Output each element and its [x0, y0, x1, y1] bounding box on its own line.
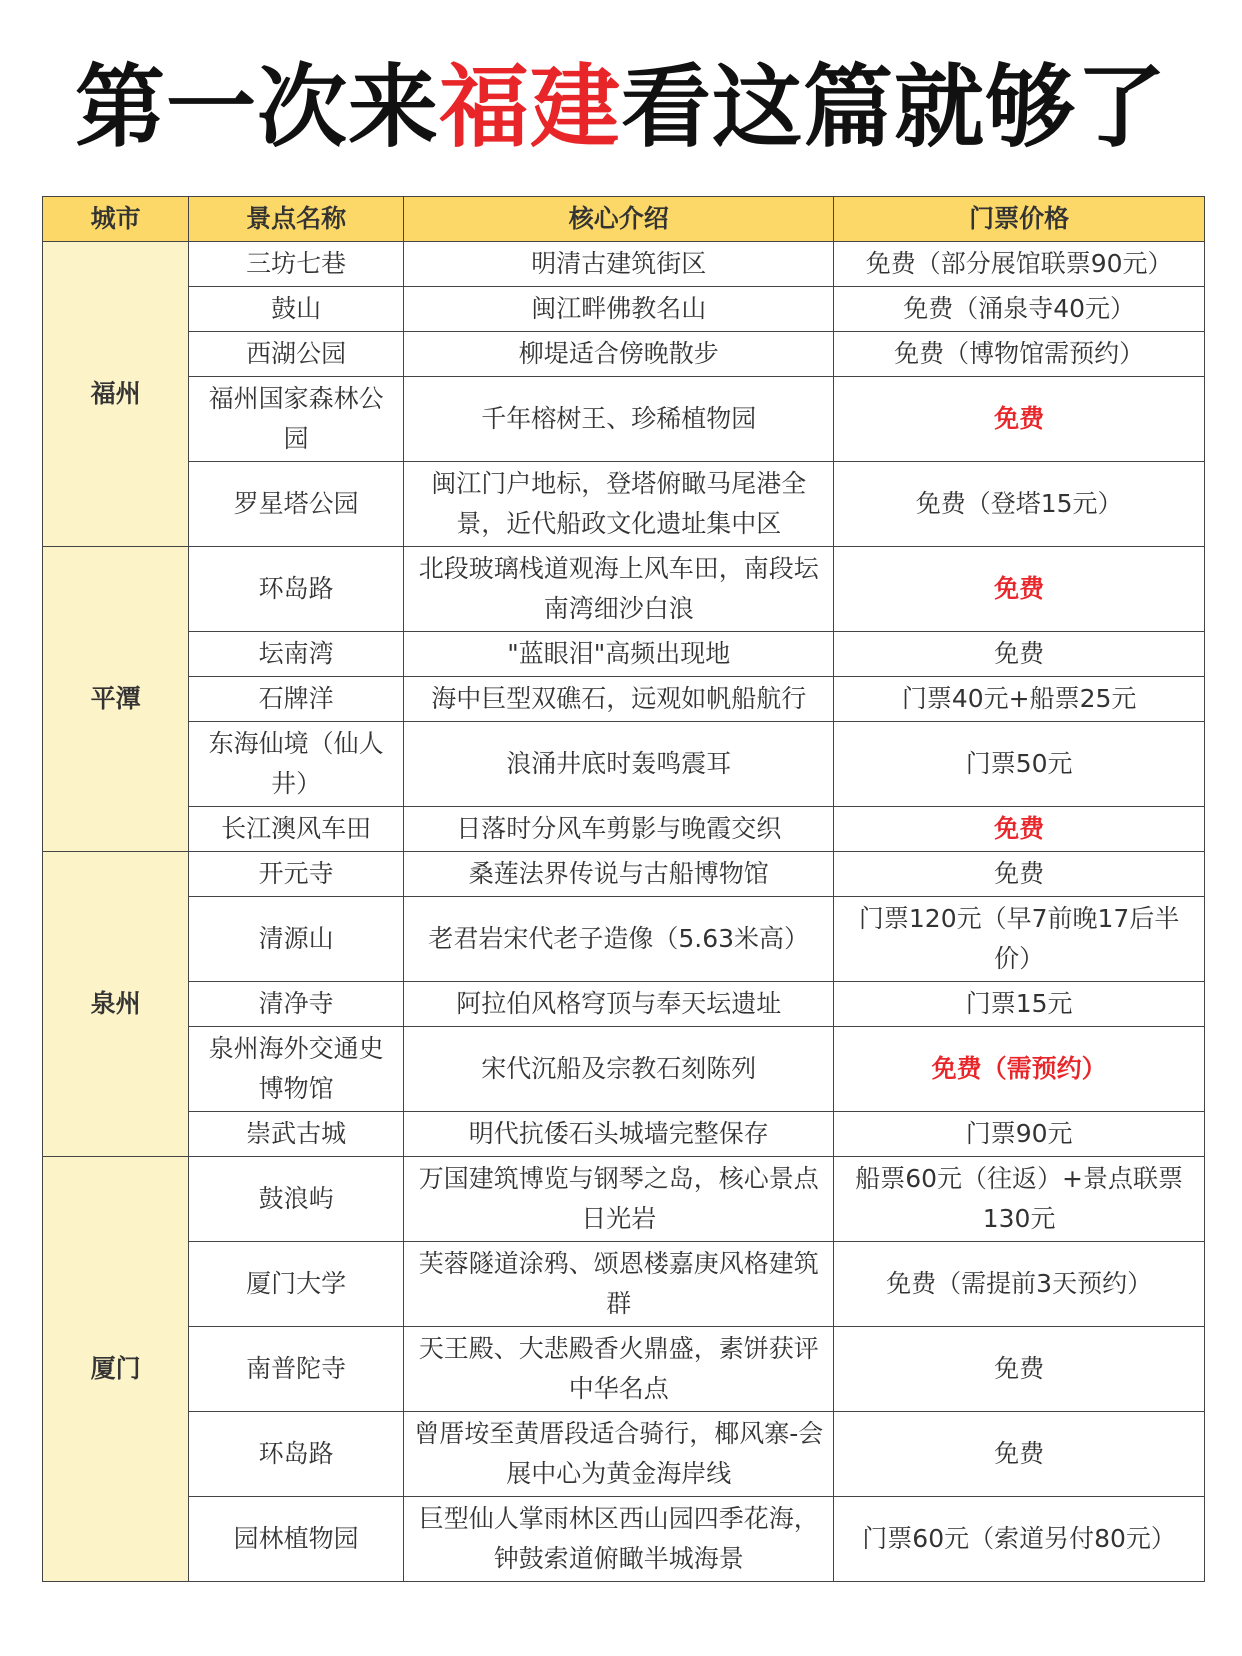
- title-highlight: 福建: [439, 54, 621, 160]
- header-ticket-price: 门票价格: [834, 197, 1205, 242]
- attraction-intro: 桑莲法界传说与古船博物馆: [404, 852, 834, 897]
- attraction-name: 西湖公园: [189, 332, 404, 377]
- title-part2: 看这篇就够了: [621, 54, 1167, 160]
- table-row: [43, 897, 1205, 982]
- table-row: [43, 547, 1205, 632]
- table-row: [43, 807, 1205, 852]
- city-cell-quanzhou: 泉州: [43, 852, 189, 1157]
- attractions-table: [42, 196, 1205, 1582]
- table-header-row: [43, 197, 1205, 242]
- ticket-price: 免费: [834, 632, 1205, 677]
- attraction-intro: "蓝眼泪"高频出现地: [404, 632, 834, 677]
- title-part1: 第一次来: [75, 54, 439, 160]
- ticket-price: 免费（需提前3天预约）: [834, 1242, 1205, 1327]
- table-row: [43, 677, 1205, 722]
- table-row: [43, 722, 1205, 807]
- page-title: [0, 52, 1242, 162]
- attraction-intro: 天王殿、大悲殿香火鼎盛，素饼获评中华名点: [404, 1327, 834, 1412]
- ticket-price: 免费: [834, 1412, 1205, 1497]
- attraction-name: 石牌洋: [189, 677, 404, 722]
- ticket-price-free-highlight: 免费: [834, 377, 1205, 462]
- table-row: [43, 1412, 1205, 1497]
- attraction-intro: 巨型仙人掌雨林区西山园四季花海，钟鼓索道俯瞰半城海景: [404, 1497, 834, 1582]
- attraction-intro: 北段玻璃栈道观海上风车田，南段坛南湾细沙白浪: [404, 547, 834, 632]
- attraction-name: 清净寺: [189, 982, 404, 1027]
- attraction-intro: 明代抗倭石头城墙完整保存: [404, 1112, 834, 1157]
- attraction-name: 泉州海外交通史博物馆: [189, 1027, 404, 1112]
- attraction-name: 环岛路: [189, 547, 404, 632]
- ticket-price: 门票40元+船票25元: [834, 677, 1205, 722]
- ticket-price: 免费（博物馆需预约）: [834, 332, 1205, 377]
- ticket-price: 免费（部分展馆联票90元）: [834, 242, 1205, 287]
- attraction-intro: 闽江门户地标，登塔俯瞰马尾港全景，近代船政文化遗址集中区: [404, 462, 834, 547]
- ticket-price: 免费: [834, 1327, 1205, 1412]
- header-city: 城市: [43, 197, 189, 242]
- attraction-name: 三坊七巷: [189, 242, 404, 287]
- attraction-name: 崇武古城: [189, 1112, 404, 1157]
- ticket-price: 免费（登塔15元）: [834, 462, 1205, 547]
- attraction-name: 长江澳风车田: [189, 807, 404, 852]
- attraction-intro: 闽江畔佛教名山: [404, 287, 834, 332]
- attraction-intro: 明清古建筑街区: [404, 242, 834, 287]
- header-core-intro: 核心介绍: [404, 197, 834, 242]
- table-row: [43, 982, 1205, 1027]
- attraction-intro: 芙蓉隧道涂鸦、颂恩楼嘉庚风格建筑群: [404, 1242, 834, 1327]
- ticket-price: 门票15元: [834, 982, 1205, 1027]
- attraction-name: 鼓浪屿: [189, 1157, 404, 1242]
- attraction-intro: 日落时分风车剪影与晚霞交织: [404, 807, 834, 852]
- city-cell-xiamen: 厦门: [43, 1157, 189, 1582]
- ticket-price-free-highlight: 免费: [834, 547, 1205, 632]
- ticket-price-free-highlight: 免费（需预约）: [834, 1027, 1205, 1112]
- ticket-price-free-highlight: 免费: [834, 807, 1205, 852]
- ticket-price: 船票60元（往返）+景点联票130元: [834, 1157, 1205, 1242]
- ticket-price: 免费（涌泉寺40元）: [834, 287, 1205, 332]
- ticket-price: 门票90元: [834, 1112, 1205, 1157]
- attraction-intro: 海中巨型双礁石，远观如帆船航行: [404, 677, 834, 722]
- attraction-intro: 千年榕树王、珍稀植物园: [404, 377, 834, 462]
- attraction-name: 鼓山: [189, 287, 404, 332]
- attraction-intro: 柳堤适合傍晚散步: [404, 332, 834, 377]
- attraction-name: 东海仙境（仙人井）: [189, 722, 404, 807]
- attraction-intro: 浪涌井底时轰鸣震耳: [404, 722, 834, 807]
- attraction-name: 开元寺: [189, 852, 404, 897]
- attraction-name: 福州国家森林公园: [189, 377, 404, 462]
- table-row: [43, 852, 1205, 897]
- table-row: [43, 287, 1205, 332]
- table-row: [43, 1242, 1205, 1327]
- attraction-intro: 老君岩宋代老子造像（5.63米高）: [404, 897, 834, 982]
- header-attraction-name: 景点名称: [189, 197, 404, 242]
- attraction-name: 罗星塔公园: [189, 462, 404, 547]
- attraction-name: 清源山: [189, 897, 404, 982]
- attraction-intro: 曾厝垵至黄厝段适合骑行，椰风寨-会展中心为黄金海岸线: [404, 1412, 834, 1497]
- attraction-name: 环岛路: [189, 1412, 404, 1497]
- attraction-name: 园林植物园: [189, 1497, 404, 1582]
- attraction-intro: 阿拉伯风格穹顶与奉天坛遗址: [404, 982, 834, 1027]
- attraction-intro: 宋代沉船及宗教石刻陈列: [404, 1027, 834, 1112]
- attraction-name: 厦门大学: [189, 1242, 404, 1327]
- ticket-price: 门票60元（索道另付80元）: [834, 1497, 1205, 1582]
- attraction-intro: 万国建筑博览与钢琴之岛，核心景点日光岩: [404, 1157, 834, 1242]
- table-row: [43, 1497, 1205, 1582]
- table-row: [43, 1112, 1205, 1157]
- table-row: [43, 1027, 1205, 1112]
- table-row: [43, 632, 1205, 677]
- ticket-price: 免费: [834, 852, 1205, 897]
- table-row: [43, 377, 1205, 462]
- ticket-price: 门票50元: [834, 722, 1205, 807]
- ticket-price: 门票120元（早7前晚17后半价）: [834, 897, 1205, 982]
- table-row: [43, 332, 1205, 377]
- table-row: [43, 1327, 1205, 1412]
- city-cell-fuzhou: 福州: [43, 242, 189, 547]
- table-row: [43, 242, 1205, 287]
- table-row: [43, 1157, 1205, 1242]
- city-cell-pingtan: 平潭: [43, 547, 189, 852]
- table-row: [43, 462, 1205, 547]
- attraction-name: 坛南湾: [189, 632, 404, 677]
- attraction-name: 南普陀寺: [189, 1327, 404, 1412]
